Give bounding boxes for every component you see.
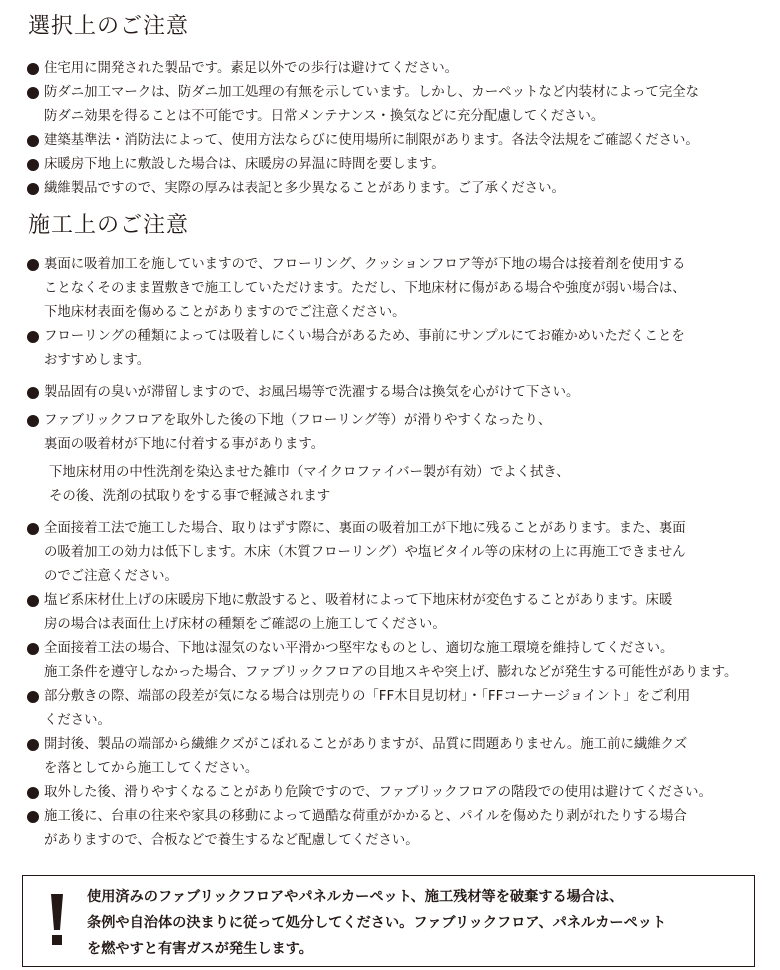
item-text: 裏面に吸着加工を施していますので、フローリング、クッションフロア等が下地の場合は接着剤を使用する <box>44 257 686 272</box>
item-text: ことなくそのまま置敷きで施工していただけます。ただし、下地床材に傷がある場合や強度が弱い場合は、 <box>44 281 686 296</box>
item-text: 全面接着工法で施工した場合、取りはずす際に、裏面の吸着加工が下地に残ることがあります。また、裏面 <box>44 521 686 536</box>
item-text: 製品固有の臭いが滞留しますので、お風呂場等で洗濯する場合は換気を心がけて下さい。 <box>44 385 580 400</box>
item-text: 繊維製品ですので、実際の厚みは表記と多少異なることがあります。ご了承ください。 <box>44 181 565 196</box>
list-item <box>27 57 767 81</box>
list-item <box>27 733 767 781</box>
selection-notes-list <box>27 57 767 201</box>
item-text: のでご注意ください。 <box>44 569 178 584</box>
item-text: の吸着加工の効力は低下します。木床（木質フローリング）や塩ビタイル等の床材の上に再施工できません <box>44 545 686 560</box>
item-text: 下地床材表面を傷めることがありますのでご注意ください。 <box>44 305 406 320</box>
list-item <box>27 325 767 373</box>
section-title-construction: 施工上のご注意 <box>28 213 190 238</box>
warning-text <box>87 884 744 962</box>
item-text: 房の場合は表面仕上げ床材の種類をご確認の上施工してください。 <box>44 617 446 632</box>
list-item <box>27 637 767 685</box>
item-text: おすすめします。 <box>44 353 151 368</box>
disposal-warning-box <box>22 875 755 967</box>
item-text: フローリングの種類によっては吸着しにくい場合があるため、事前にサンプルにてお確かめいただくことを <box>44 329 685 344</box>
warning-line: 条例や自治体の決まりに従って処分してください。ファブリックフロア、パネルカーペット <box>87 915 667 931</box>
list-item <box>27 781 767 805</box>
warning-line: 使用済みのファブリックフロアやパネルカーペット、施工残材等を破棄する場合は、 <box>87 889 624 905</box>
item-text: がありますので、合板などで養生するなど配慮してください。 <box>44 833 419 848</box>
warning-line: を燃やすと有害ガスが発生します。 <box>87 941 313 957</box>
list-item <box>27 253 767 325</box>
item-text: 裏面の吸着材が下地に付着する事があります。 <box>44 437 325 452</box>
list-item <box>27 589 767 637</box>
item-text: 部分敷きの際、端部の段差が気になる場合は別売りの「FF木目見切材」・「FFコーナージョイント」をご利用 <box>44 689 691 704</box>
list-item <box>27 685 767 733</box>
item-text: 施工条件を遵守しなかった場合、ファブリックフロアの目地スキや突上げ、膨れなどが発生する可能性があります。 <box>44 665 738 680</box>
plain-line: その後、洗剤の拭取りをする事で軽減されます <box>49 489 331 504</box>
item-text: ファブリックフロアを取外した後の下地（フローリング等）が滑りやすくなったり、 <box>44 413 552 428</box>
list-item <box>27 81 767 129</box>
item-text: ください。 <box>44 713 111 728</box>
item-text: 塩ビ系床材仕上げの床暖房下地に敷設すると、吸着材によって下地床材が変色することがあります。床暖 <box>44 593 673 608</box>
list-item <box>27 177 767 201</box>
item-text: 取外した後、滑りやすくなることがあり危険ですので、ファブリックフロアの階段での使用は避けてください。 <box>44 785 712 800</box>
plain-line: 下地床材用の中性洗剤を染込ませた雑巾（マイクロファイバー製が有効）でよく拭き、 <box>49 465 570 480</box>
item-text: 防ダニ加工マークは、防ダニ加工処理の有無を示しています。しかし、カーペットなど内装材によって完全な <box>44 85 700 100</box>
item-text: 全面接着工法の場合、下地は湿気のない平滑かつ堅牢なものとし、適切な施工環境を維持してください。 <box>44 641 674 656</box>
list-item <box>27 805 767 853</box>
item-text: 床暖房下地上に敷設した場合は、床暖房の昇温に時間を要します。 <box>44 157 445 172</box>
item-text: を落としてから施工してください。 <box>44 761 259 776</box>
list-item <box>27 153 767 177</box>
item-text: 施工後に、台車の往来や家具の移動によって過酷な荷重がかかると、パイルを傷めたり剥がれたりする場合 <box>44 809 687 824</box>
item-text: 防ダニ効果を得ることは不可能です。日常メンテナンス・換気などに充分配慮してください。 <box>44 109 605 124</box>
item-text: 住宅用に開発された製品です。素足以外での歩行は避けてください。 <box>44 61 459 76</box>
item-text: 建築基準法・消防法によって、使用方法ならびに使用場所に制限があります。各法令法規をご確認ください。 <box>44 133 699 148</box>
list-item <box>27 381 767 405</box>
list-item <box>27 129 767 153</box>
item-text: 開封後、製品の端部から繊維クズがこぼれることがありますが、品質に問題ありません。施工前に繊維クズ <box>44 737 688 752</box>
section-title-selection: 選択上のご注意 <box>28 14 190 39</box>
exclamation-icon <box>45 892 69 948</box>
list-item <box>27 517 767 589</box>
construction-notes-list <box>27 253 767 853</box>
list-item <box>27 409 767 457</box>
